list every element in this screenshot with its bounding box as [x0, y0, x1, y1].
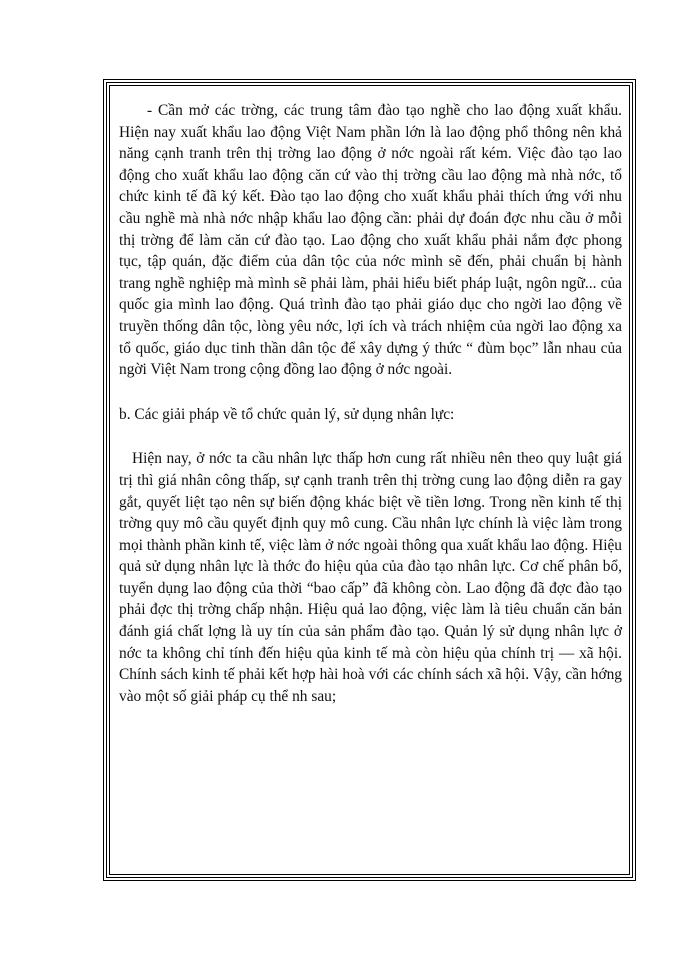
paragraph-vocational-training: - Cần mở các trờng, các trung tâm đào tạo nghề cho lao động xuất khẩu. Hiện nay xuất khẩu lao động Việt Nam phần lớn là lao động phổ thông nên khả năng cạnh tranh trên thị trờng lao động ở nớc ngoài rất kém. Việc đào tạo lao động cho xuất khẩu lao động căn cứ vào thị trờng cầu lao động mà nhà nớc, tổ chức kinh tế đã ký kết. Đào tạo lao động cho xuất khẩu phải thích ứng với nhu cầu nghề mà nhà nớc nhập khẩu lao động cần: phải dự đoán đợc nhu cầu ở mỗi thị trờng để làm căn cứ đào tạo. Lao động cho xuất khẩu phải nắm đợc phong tục, tập quán, đặc điểm của dân tộc của nớc mình sẽ đến, phải chuẩn bị hành trang nghề nghiệp mà mình sẽ phải làm, phải hiểu biết pháp luật, ngôn ngữ... của quốc gia mình lao động. Quá trình đào tạo phải giáo dục cho ngời lao động về truyền thống dân tộc, lòng yêu nớc, lợi ích và trách nhiệm của ngời lao động xa tổ quốc, giáo dục tinh thần dân tộc để xây dựng ý thức “ đùm bọc” lẫn nhau của ngời Việt Nam trong cộng đồng lao động ở nớc ngoài.: [119, 102, 622, 379]
paragraph-human-resource-management: Hiện nay, ở nớc ta cầu nhân lực thấp hơn cung rất nhiều nên theo quy luật giá trị thì giá nhân công thấp, sự cạnh tranh trên thị trờng cung lao động diễn ra gay gắt, quyết liệt tạo nên sự biến động khác biệt về tiền lơng. Trong nền kinh tế thị trờng quy mô cầu quyết định quy mô cung. Cầu nhân lực chính là việc làm trong mọi thành phần kinh tế, việc làm ở nớc ngoài thông qua xuất khẩu lao động. Hiệu quả sử dụng nhân lực là thớc đo hiệu qủa của đào tạo nhân lực. Cơ chế phân bổ, tuyển dụng lao động của thời “bao cấp” đã không còn. Lao động đã đợc đào tạo phải đợc thị trờng chấp nhận. Hiệu quả lao động, việc làm là tiêu chuẩn căn bản đánh giá chất lợng là uy tín của sản phẩm đào tạo. Quản lý sử dụng nhân lực ở nớc ta không chỉ tính đến hiệu qủa kinh tế mà còn hiệu qủa chính trị — xã hội. Chính sách kinh tế phải kết hợp hài hoà với các chính sách xã hội. Vậy, cần hớng vào một số giải pháp cụ thể nh sau;: [119, 450, 622, 705]
document-body: [119, 90, 622, 707]
section-heading-b: b. Các giải pháp về tổ chức quản lý, sử dụng nhân lực:: [119, 405, 455, 423]
